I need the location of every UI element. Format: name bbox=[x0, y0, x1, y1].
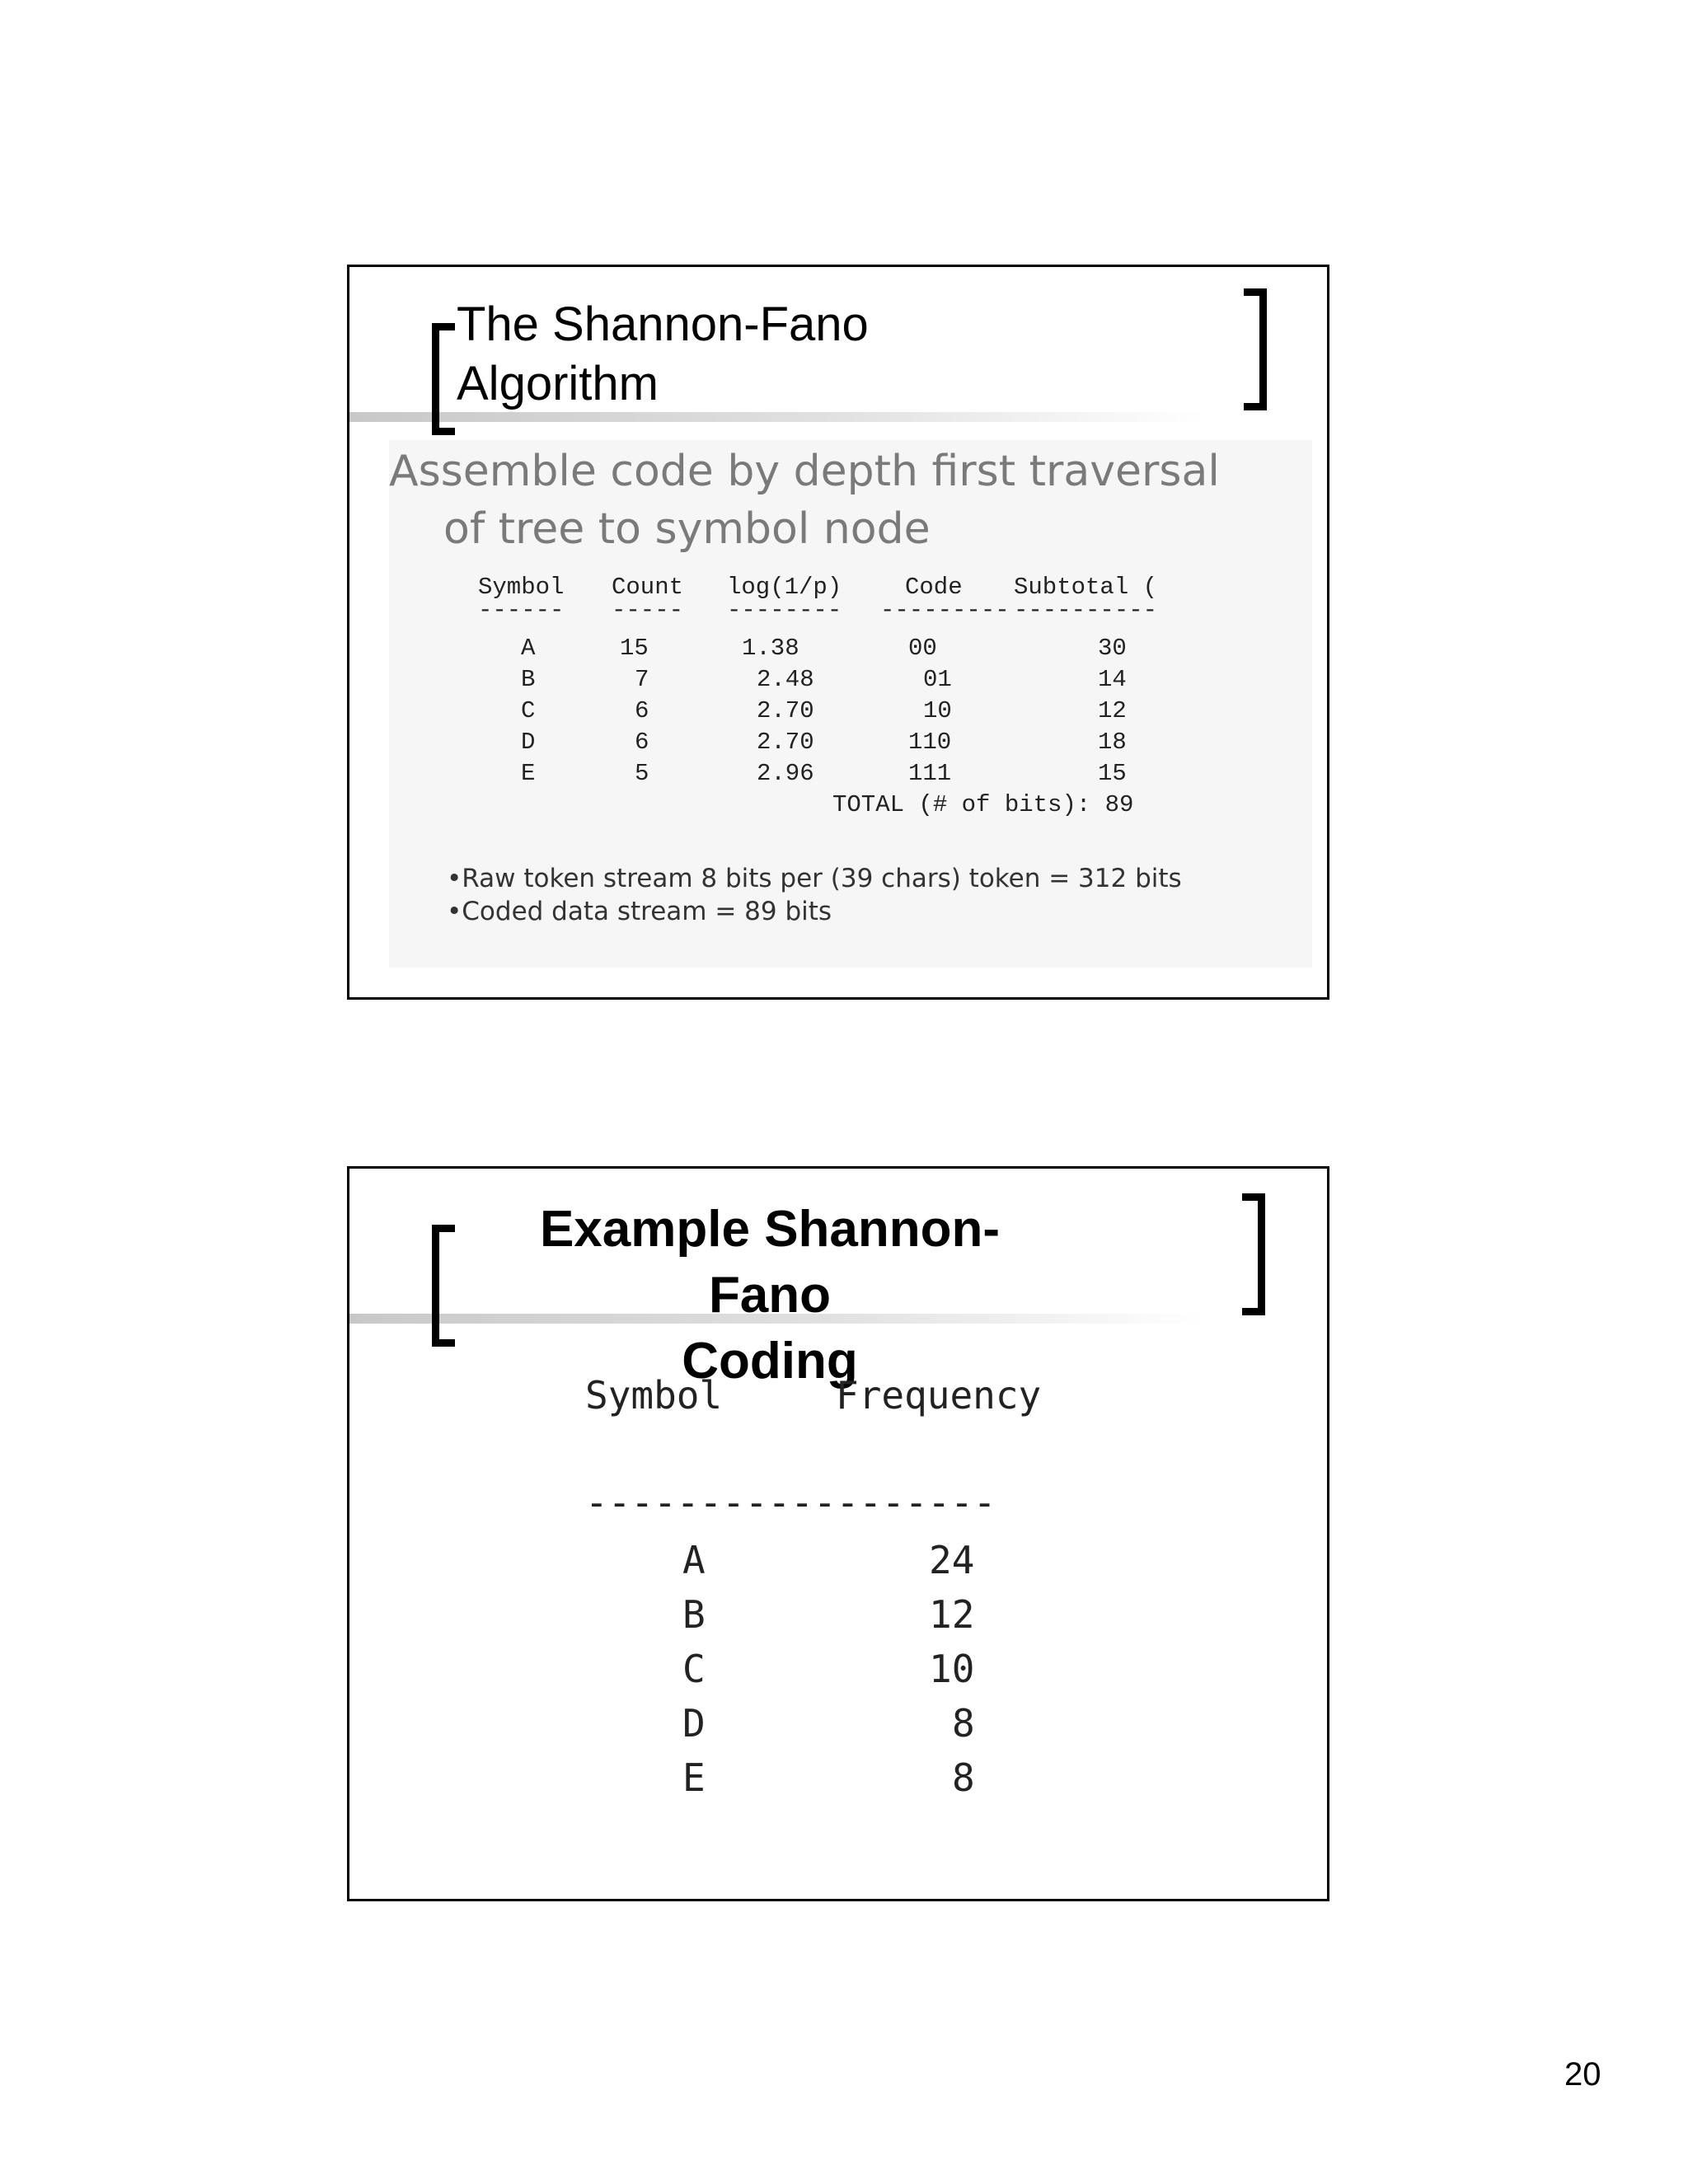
left-bracket-icon bbox=[432, 323, 455, 435]
table-header-subtotal: Subtotal ( bbox=[1014, 574, 1158, 601]
table-cell-symbol: E bbox=[521, 760, 536, 787]
table-cell-log: 2.48 bbox=[757, 666, 814, 693]
frequency-row-symbol: D bbox=[682, 1701, 706, 1746]
bullet-raw-token-stream: •Raw token stream 8 bits per (39 chars) token = 312 bits bbox=[447, 864, 1182, 893]
right-bracket-icon bbox=[1244, 288, 1267, 410]
slide-body bbox=[389, 440, 1312, 968]
body-text-line-1: Assemble code by depth first traversal bbox=[389, 447, 1220, 496]
table-cell-count: 6 bbox=[635, 729, 649, 756]
table-cell-subtotal: 15 bbox=[1098, 760, 1127, 787]
slide-title-line-1: Example Shannon-Fano bbox=[539, 1201, 1001, 1324]
table-separator: ----- bbox=[612, 597, 684, 624]
table-cell-code: 10 bbox=[923, 697, 952, 724]
table-cell-symbol: A bbox=[521, 635, 536, 662]
table-cell-symbol: D bbox=[521, 729, 536, 756]
frequency-row-value: 8 bbox=[952, 1701, 975, 1746]
slide-title-line-1: The Shannon-Fano bbox=[457, 298, 869, 351]
slide-example-shannon-fano-coding bbox=[347, 1166, 1329, 1901]
table-cell-code: 110 bbox=[908, 729, 952, 756]
table-cell-log: 1.38 bbox=[742, 635, 799, 662]
table-cell-count: 5 bbox=[635, 760, 649, 787]
frequency-header-symbol: Symbol bbox=[585, 1373, 723, 1418]
table-cell-count: 6 bbox=[635, 697, 649, 724]
slide-title-line-2: Algorithm bbox=[457, 357, 659, 410]
frequency-header-frequency: Frequency bbox=[836, 1373, 1042, 1418]
frequency-row-symbol: A bbox=[682, 1538, 706, 1582]
table-cell-subtotal: 14 bbox=[1098, 666, 1127, 693]
table-header-count: Count bbox=[612, 574, 684, 601]
table-cell-log: 2.70 bbox=[757, 697, 814, 724]
table-cell-symbol: C bbox=[521, 697, 536, 724]
table-cell-code: 111 bbox=[908, 760, 952, 787]
table-separator: -------- bbox=[727, 597, 842, 624]
slide-title bbox=[457, 295, 869, 414]
table-header-symbol: Symbol bbox=[478, 574, 565, 601]
slide-shannon-fano-algorithm bbox=[347, 265, 1329, 1000]
slide-title bbox=[481, 1197, 1058, 1394]
frequency-row-value: 24 bbox=[929, 1538, 975, 1582]
table-separator: ------ bbox=[478, 597, 565, 624]
table-cell-log: 2.70 bbox=[757, 729, 814, 756]
table-cell-count: 7 bbox=[635, 666, 649, 693]
frequency-row-symbol: E bbox=[682, 1755, 706, 1800]
table-cell-code: 01 bbox=[923, 666, 952, 693]
table-cell-subtotal: 30 bbox=[1098, 635, 1127, 662]
left-bracket-icon bbox=[432, 1225, 455, 1347]
frequency-row-value: 10 bbox=[929, 1647, 975, 1691]
table-header-log: log(1/p) bbox=[727, 574, 842, 601]
table-cell-count: 15 bbox=[620, 635, 649, 662]
page-number: 20 bbox=[1564, 2056, 1601, 2093]
bullet-coded-data-stream: •Coded data stream = 89 bits bbox=[447, 897, 832, 926]
table-cell-subtotal: 12 bbox=[1098, 697, 1127, 724]
frequency-separator: ------------------ bbox=[585, 1480, 996, 1525]
right-bracket-icon bbox=[1242, 1193, 1265, 1315]
table-cell-symbol: B bbox=[521, 666, 536, 693]
slide-title-line-2: Coding bbox=[682, 1333, 858, 1390]
table-cell-log: 2.96 bbox=[757, 760, 814, 787]
table-total: TOTAL (# of bits): 89 bbox=[832, 791, 1134, 818]
table-cell-subtotal: 18 bbox=[1098, 729, 1127, 756]
body-text-line-2: of tree to symbol node bbox=[443, 504, 931, 554]
frequency-row-symbol: B bbox=[682, 1592, 706, 1637]
frequency-row-symbol: C bbox=[682, 1647, 706, 1691]
table-header-code: Code bbox=[905, 574, 963, 601]
table-separator: --------- bbox=[880, 597, 1010, 624]
frequency-row-value: 12 bbox=[929, 1592, 975, 1637]
table-cell-code: 00 bbox=[908, 635, 937, 662]
frequency-row-value: 8 bbox=[952, 1755, 975, 1800]
table-separator: ---------- bbox=[1014, 597, 1158, 624]
